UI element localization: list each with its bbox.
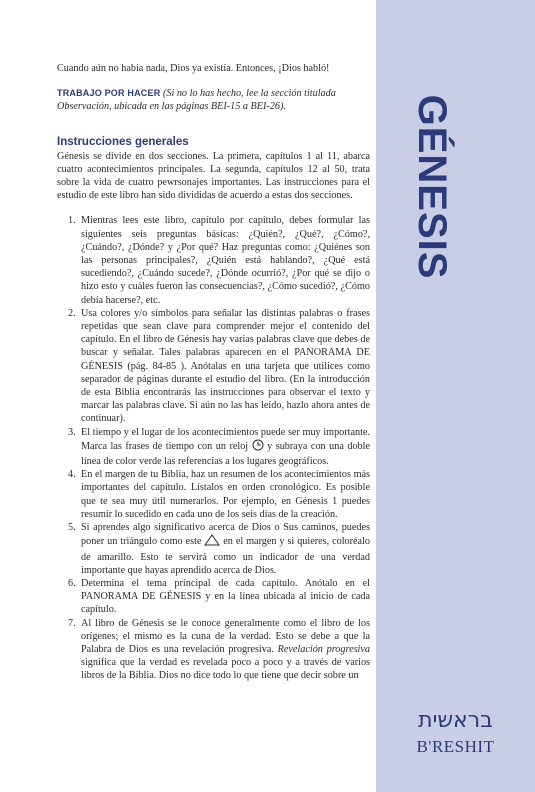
list-number: 7. [68,617,76,629]
clock-icon [252,439,264,455]
book-title-vertical [376,92,535,282]
list-text-cont: significa que la verdad es revelada poco a poco y a través de varios libros de la Biblia. Dios no dice todo lo que tiene que decir sobre un [81,657,370,682]
list-item [57,577,370,617]
task-text: (Si no lo has hecho, lee la sección titulada Observación, ubicada en las páginas BEI-15 a BEI-26). [57,88,336,113]
list-number: 5. [68,522,76,534]
book-title: GÉNESIS [410,94,454,280]
list-text-cont: en el margen y si quieres, coloréalo de amarillo. Esto te servirá como un indicador de una verdad importante que hayas aprendido acerca de Dios. [81,536,370,576]
transliterated-title: B'RESHIT [416,737,495,756]
list-text: En el margen de tu Biblia, haz un resumen de los acontecimientos más importantes del capítulo. Lístalos en orden cronológico. Es posible que te sea muy útil numerarlos. Por ejemplo, en Génesis 1 puedes resumir lo sucedido en cada uno de los seis días de la creación. [81,469,370,520]
list-item [57,521,370,577]
intro-line: Cuando aún no había nada, Dios ya existía. Entonces, ¡Dios habló! [57,63,330,74]
task-label: TRABAJO POR HACER [57,88,161,99]
main-column [57,62,370,683]
list-text-cont: y subraya con una doble línea de color verde las referencias a los lugares geográficos. [81,440,370,468]
list-number: 2. [68,307,76,319]
list-item [57,468,370,521]
instruction-list [57,214,370,682]
list-number: 1. [68,215,76,227]
list-text: Determina el tema principal de cada capítulo. Anótalo en el PANORAMA DE GÉNESIS y en la línea ubicada al inicio de cada capítulo. [81,577,370,616]
hebrew-title: בראשית [418,708,493,733]
list-item [57,426,370,469]
list-item [57,617,370,683]
list-text: Si aprendes algo significativo acerca de Dios o Sus caminos, puedes poner un triángulo como este [81,522,370,548]
list-text: Usa colores y/o símbolos para señalar las distintas palabras o frases repetidas que sean clave para comprender mejor el contenido del capítulo. En el libro de Génesis hay varias palabras clave que debes de buscar y señalar. Tales palabras aparecen en el PANORAMA DE GÉNESIS (pág. 84-85 ). Anótalas en una tarjeta que utilices como separador de páginas durante el estudio del libro. (En la introducción de esta Biblia encontrarás las instrucciones para observar el texto y marcar las palabras clave. Si aún no las has leído, hazlo ahora antes de continuar). [81,307,370,425]
section-heading: Instrucciones generales [57,135,189,148]
task-note [57,87,370,113]
list-number: 6. [68,577,76,589]
list-number: 4. [68,469,76,481]
sidebar-panel [376,0,535,792]
list-text: Mientras lees este libro, capítulo por capítulo, debes formular las siguientes seis preguntas básicas: ¿Quién?, ¿Qué?, ¿Cómo?, ¿Cuándo?, ¿Dónde? y ¿Por qué? Haz preguntas como: ¿Quiénes son las personas principales?, ¿Quién está hablando?, ¿Qué está sucediendo?, ¿Cuándo sucede?, ¿Dónde ocurrió?, ¿Por qué se dijo o hizo esto y cuáles fueron las consecuencias?, ¿Cómo sucedió?, ¿Cómo debía hacerse?, etc. [81,215,370,306]
section-paragraph: Génesis se divide en dos secciones. La primera, capítulos 1 al 11, abarca cuatro acontecimientos principales. La segunda, capítulos 12 al 50, trata sobre la vida de cuatro pewrsonajes importantes. Las instrucciones para el estudio de este libro han sido divididas de acuerdo a estas dos secciones. [57,150,370,202]
list-item [57,307,370,426]
triangle-icon [204,534,220,550]
list-number: 3. [68,426,76,438]
list-text: El tiempo y el lugar de los acontecimientos puede ser muy importante. Marca las frases de tiempo con un reloj [81,426,370,452]
list-emphasis: Revelación progresiva [277,643,371,655]
list-item [57,214,370,306]
list-text: Al libro de Génesis se le conoce generalmente como el libro de los orígenes; el mismo es la cuna de la verdad. Esto se debe a que la Palabra de Dios es una revelación progresiva. [81,617,370,655]
